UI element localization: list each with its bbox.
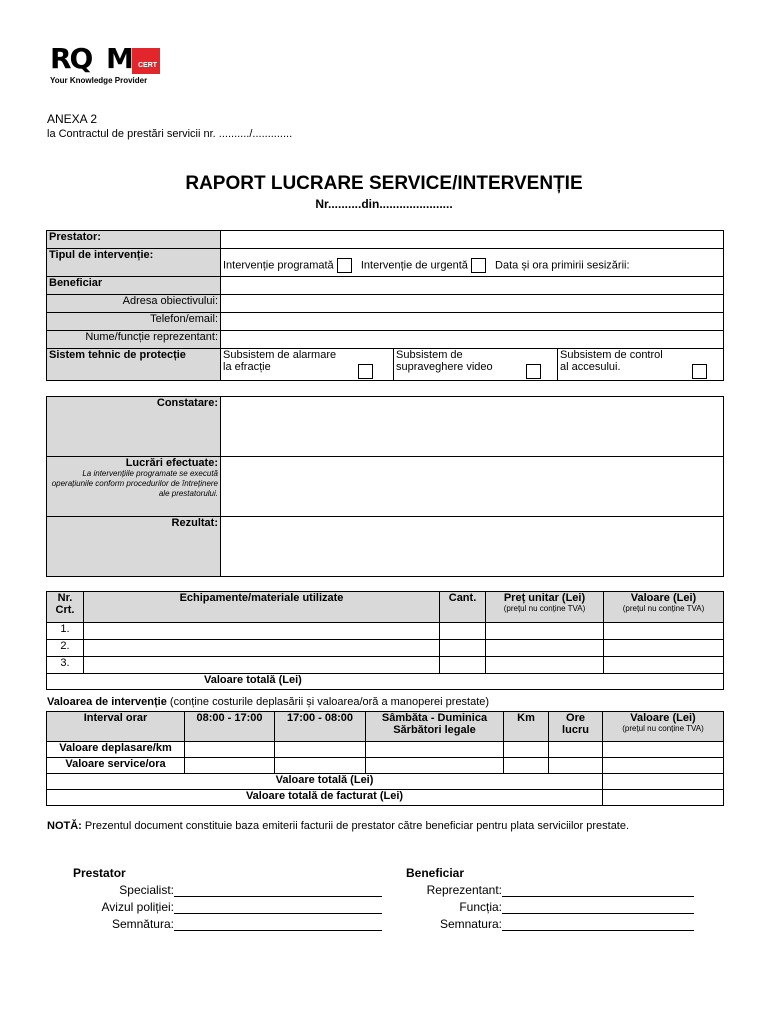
info-table	[46, 230, 724, 381]
row-service: Valoare service/ora	[47, 758, 185, 774]
semnatura-label: Semnătura:	[111, 917, 174, 931]
subsystem-access: Subsistem de control al accesului.	[558, 349, 724, 381]
col-echipamente: Echipamente/materiale utilizate	[84, 592, 440, 623]
beneficiar-label: Beneficiar	[47, 277, 221, 295]
col-nr: Nr. Crt.	[47, 592, 84, 623]
contract-reference: la Contractul de prestări servicii nr. ........../.............	[47, 128, 293, 140]
col-pret-note: (prețul nu conține TVA)	[503, 604, 586, 613]
nume-label: Nume/funcție reprezentant:	[47, 331, 221, 349]
subsystem-video-checkbox[interactable]	[526, 364, 541, 379]
document-title: RAPORT LUCRARE SERVICE/INTERVENȚIE	[185, 173, 583, 194]
semnatura-line[interactable]	[174, 918, 382, 931]
col-weekend: Sâmbăta - Duminica	[381, 712, 488, 724]
semnatura-b-line[interactable]	[502, 918, 694, 931]
materials-total: Valoare totală (Lei)	[47, 674, 724, 690]
opt-data-label: Data și ora primirii sesizării:	[495, 259, 630, 272]
annex-label: ANEXA 2	[47, 112, 98, 126]
constatare-field[interactable]	[221, 397, 724, 457]
opt-urgenta-checkbox[interactable]	[471, 258, 486, 273]
col-ore: Ore	[566, 712, 585, 724]
lucrari-label: Lucrări efectuate:	[125, 457, 218, 469]
intervention-total-facturat: Valoare totală de facturat (Lei)	[47, 790, 603, 806]
logo-tagline: Your Knowledge Provider	[50, 76, 148, 85]
specialist-line[interactable]	[174, 884, 382, 897]
subsystem-alarm: Subsistem de alarmare la efracție	[221, 349, 394, 381]
col-valoare-note: (prețul nu conține TVA)	[622, 604, 705, 613]
lucrari-note: La intervențiile programate se execută operațiunile conform procedurilor de întreținere ale prestatorului.	[51, 469, 218, 498]
lucrari-field[interactable]	[221, 457, 724, 517]
reprezentant-line[interactable]	[502, 884, 694, 897]
logo-letter-m: M	[106, 42, 132, 75]
nume-field[interactable]	[221, 331, 724, 349]
aviz-label: Avizul poliției:	[101, 900, 174, 914]
telefon-field[interactable]	[221, 313, 724, 331]
semnatura-b-label: Semnatura:	[439, 917, 502, 931]
rezultat-label: Rezultat:	[47, 517, 221, 577]
rezultat-field[interactable]	[221, 517, 724, 577]
subsystem-access-checkbox[interactable]	[692, 364, 707, 379]
subsystem-video: Subsistem de supraveghere video	[394, 349, 558, 381]
logo-cert-badge: CERT	[132, 48, 160, 74]
intervention-heading: Valoarea de intervenție (conține costurile deplasării și valoarea/oră a manoperei prestate)	[47, 696, 490, 708]
prestator-field[interactable]	[221, 231, 724, 249]
aviz-line[interactable]	[174, 901, 382, 914]
signature-prestator-heading: Prestator	[73, 866, 126, 880]
col-cant: Cant.	[440, 592, 486, 623]
footnote: NOTĂ: Prezentul document constituie baza emiterii facturii de prestator către beneficiar pentru plata serviciilor prestate.	[47, 820, 630, 832]
intervention-total: Valoare totală (Lei)	[47, 774, 603, 790]
document-number: Nr..........din......................	[315, 197, 453, 211]
tipul-label: Tipul de intervenție:	[47, 249, 221, 277]
table-row-index: 3.	[47, 657, 84, 674]
table-row-index: 2.	[47, 640, 84, 657]
constatare-label: Constatare:	[47, 397, 221, 457]
signature-beneficiar-heading: Beneficiar	[406, 866, 465, 880]
adresa-label: Adresa obiectivului:	[47, 295, 221, 313]
sistem-label: Sistem tehnic de protecție	[47, 349, 221, 381]
company-logo	[50, 44, 170, 90]
reprezentant-label: Reprezentant:	[426, 883, 502, 897]
functia-line[interactable]	[502, 901, 694, 914]
adresa-field[interactable]	[221, 295, 724, 313]
col-t1: 08:00 - 17:00	[185, 712, 275, 742]
prestator-label: Prestator:	[47, 231, 221, 249]
beneficiar-field[interactable]	[221, 277, 724, 295]
table-row-index: 1.	[47, 623, 84, 640]
logo-letters: RQ	[50, 42, 92, 75]
col-t2: 17:00 - 08:00	[275, 712, 366, 742]
col-valoare-interventie: Valoare (Lei)	[630, 712, 696, 724]
functia-label: Funcția:	[459, 900, 502, 914]
work-table	[46, 396, 724, 577]
telefon-label: Telefon/email:	[47, 313, 221, 331]
opt-urgenta-label: Intervenție de urgentă	[360, 259, 468, 272]
col-km: Km	[504, 712, 549, 742]
opt-programata-label: Intervenție programată	[223, 259, 334, 272]
col-interval: Interval orar	[47, 712, 185, 742]
subsystem-alarm-checkbox[interactable]	[358, 364, 373, 379]
col-pret: Preț unitar (Lei)	[503, 592, 586, 604]
row-deplasare: Valoare deplasare/km	[47, 742, 185, 758]
col-valoare: Valoare (Lei)	[630, 592, 697, 604]
materials-table	[46, 591, 724, 690]
intervention-table: Interval orar 08:00 - 17:00 17:00 - 08:00 Sâmbăta - Duminica Sărbători legale Km Ore lucru Valoare (Lei) (prețul nu conține TVA) Valoare deplasare/km Valoare service/ora Valoare totală (Lei) Valoare totală de facturat (Lei)	[46, 711, 724, 806]
specialist-label: Specialist:	[119, 883, 174, 897]
opt-programata-checkbox[interactable]	[337, 258, 352, 273]
